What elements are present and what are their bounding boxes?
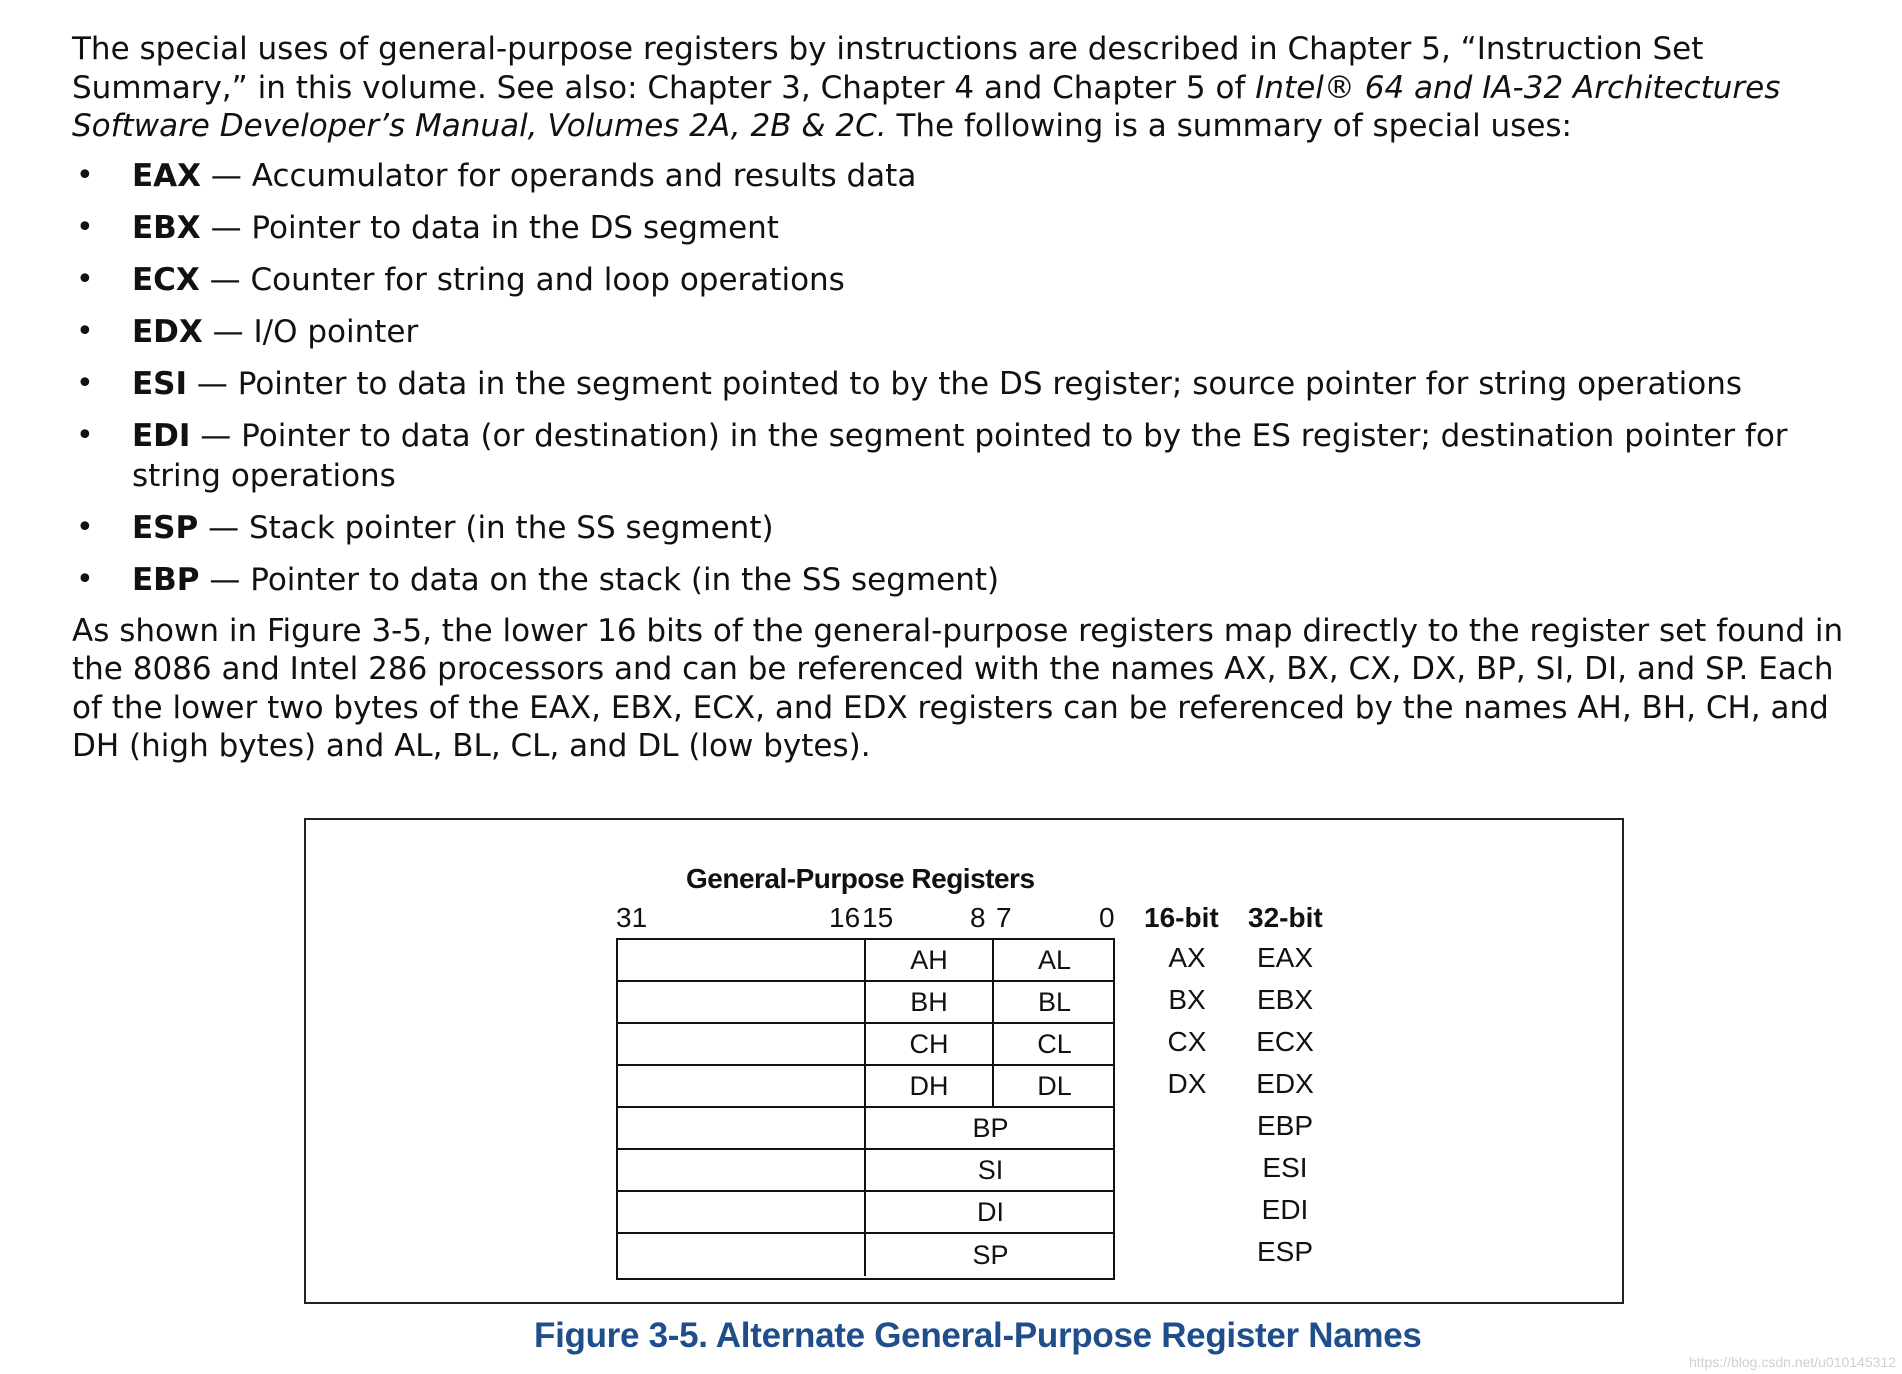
column-header-32bit: 32-bit	[1248, 902, 1323, 933]
low-byte-cell: DL	[1037, 1070, 1072, 1101]
bullet-icon: •	[76, 561, 94, 597]
table-row	[618, 1108, 1113, 1150]
list-item	[72, 156, 1862, 196]
low-byte-cell: CL	[1037, 1028, 1072, 1059]
table-row	[618, 1066, 1113, 1108]
name-32bit: EAX	[1256, 942, 1314, 973]
register-description: — I/O pointer	[202, 313, 419, 350]
register-name: ESI	[132, 365, 188, 402]
low-byte-cell: BL	[1037, 986, 1072, 1017]
name-32bit: EDI	[1261, 1194, 1309, 1225]
table-row	[618, 982, 1113, 1024]
register-description: — Accumulator for operands and results data	[201, 157, 917, 194]
register-name: EDI	[132, 417, 191, 454]
bit-label-8: 8	[970, 902, 986, 933]
list-item	[72, 416, 1862, 496]
high-byte-cell: BH	[866, 982, 994, 1022]
bit-label-15: 15	[862, 902, 894, 933]
table-row	[618, 1024, 1113, 1066]
name-16bit: CX	[1167, 1026, 1207, 1057]
intro-manual-title: Intel® 64 and IA-32 Architectures Software Developer’s Manual, Volumes 2A, 2B & 2C.	[72, 69, 1781, 144]
name-16bit: BX	[1168, 984, 1206, 1015]
register-name: ECX	[132, 261, 200, 298]
register-description: — Pointer to data on the stack (in the SS segment)	[199, 561, 1000, 598]
register-description: — Counter for string and loop operations	[199, 261, 845, 298]
list-item	[72, 560, 1862, 600]
name-32bit: ESP	[1256, 1236, 1314, 1267]
bullet-icon: •	[76, 509, 94, 545]
table-row	[618, 1192, 1113, 1234]
name-32bit: EDX	[1256, 1068, 1314, 1099]
name-16bit: AX	[1168, 942, 1206, 973]
register-uses-list	[72, 156, 1862, 600]
table-row	[618, 1234, 1113, 1276]
bullet-icon: •	[76, 261, 94, 297]
register-name: EBP	[132, 561, 200, 598]
name-16bit: DX	[1167, 1068, 1207, 1099]
register-name: EBX	[132, 209, 201, 246]
bit-label-0: 0	[1099, 902, 1115, 933]
list-item	[72, 508, 1862, 548]
name-32bit: EBP	[1256, 1110, 1314, 1141]
low-word-cell: BP	[972, 1112, 1009, 1143]
document-body	[72, 30, 1862, 766]
low-word-cell: SP	[972, 1239, 1009, 1270]
table-row	[618, 1150, 1113, 1192]
bullet-icon: •	[76, 209, 94, 245]
register-description: — Pointer to data in the DS segment	[200, 209, 779, 246]
bullet-icon: •	[76, 417, 94, 453]
bullet-icon: •	[76, 157, 94, 193]
high-byte-cell: DH	[866, 1066, 994, 1106]
upper-half-cell	[618, 1066, 866, 1106]
register-mapping-paragraph: As shown in Figure 3-5, the lower 16 bits of the general-purpose registers map directly to the register set found in the 8086 and Intel 286 processors and can be referenced with the names AX, BX, CX, DX, BP, SI, DI, and SP. Each of the lower two bytes of the EAX, EBX, ECX, and EDX registers can be referenced by the names AH, BH, CH, and DH (high bytes) and AL, BL, CL, and DL (low bytes).	[72, 612, 1844, 764]
bit-label-31: 31	[616, 902, 648, 933]
intro-text-2: The following is a summary of special uses:	[886, 108, 1572, 144]
name-32bit: ECX	[1256, 1026, 1314, 1057]
upper-half-cell	[618, 982, 866, 1022]
list-item	[72, 260, 1862, 300]
register-description: — Pointer to data in the segment pointed to by the DS register; source pointer for string operations	[187, 365, 1743, 402]
column-header-16bit: 16-bit	[1144, 902, 1219, 933]
name-32bit: ESI	[1262, 1152, 1308, 1183]
list-item	[72, 312, 1862, 352]
table-row	[618, 940, 1113, 982]
list-item	[72, 208, 1862, 248]
upper-half-cell	[618, 940, 866, 980]
bit-label-7: 7	[996, 902, 1012, 933]
intro-text-1: The special uses of general-purpose registers by instructions are described in Chapter 5, “Instruction Set Summary,” in this volume. See also: Chapter 3, Chapter 4 and Chapter 5 of	[72, 31, 1704, 106]
low-word-cell: DI	[977, 1196, 1004, 1227]
register-name: EAX	[132, 157, 202, 194]
upper-half-cell	[618, 1150, 866, 1190]
register-name: EDX	[132, 313, 203, 350]
high-byte-cell: AH	[866, 940, 994, 980]
watermark: https://blog.csdn.net/u010145312	[1688, 1354, 1896, 1370]
register-name: ESP	[132, 509, 199, 546]
low-byte-cell: AL	[1037, 944, 1072, 975]
upper-half-cell	[618, 1192, 866, 1232]
upper-half-cell	[618, 1108, 866, 1148]
figure-title: General-Purpose Registers	[686, 863, 1035, 894]
intro-paragraph	[72, 30, 1862, 146]
bullet-icon: •	[76, 365, 94, 401]
bullet-icon: •	[76, 313, 94, 349]
high-byte-cell: CH	[866, 1024, 994, 1064]
name-32bit: EBX	[1256, 984, 1314, 1015]
upper-half-cell	[618, 1024, 866, 1064]
list-item	[72, 364, 1862, 404]
register-description: — Stack pointer (in the SS segment)	[198, 509, 774, 546]
upper-half-cell	[618, 1234, 866, 1276]
low-word-cell: SI	[977, 1154, 1004, 1185]
register-description: — Pointer to data (or destination) in the segment pointed to by the ES register; destination pointer for string operations	[132, 417, 1788, 494]
figure-caption: Figure 3-5. Alternate General-Purpose Register Names	[534, 1316, 1422, 1355]
register-table	[616, 938, 1115, 1280]
bit-label-16: 16	[829, 902, 861, 933]
